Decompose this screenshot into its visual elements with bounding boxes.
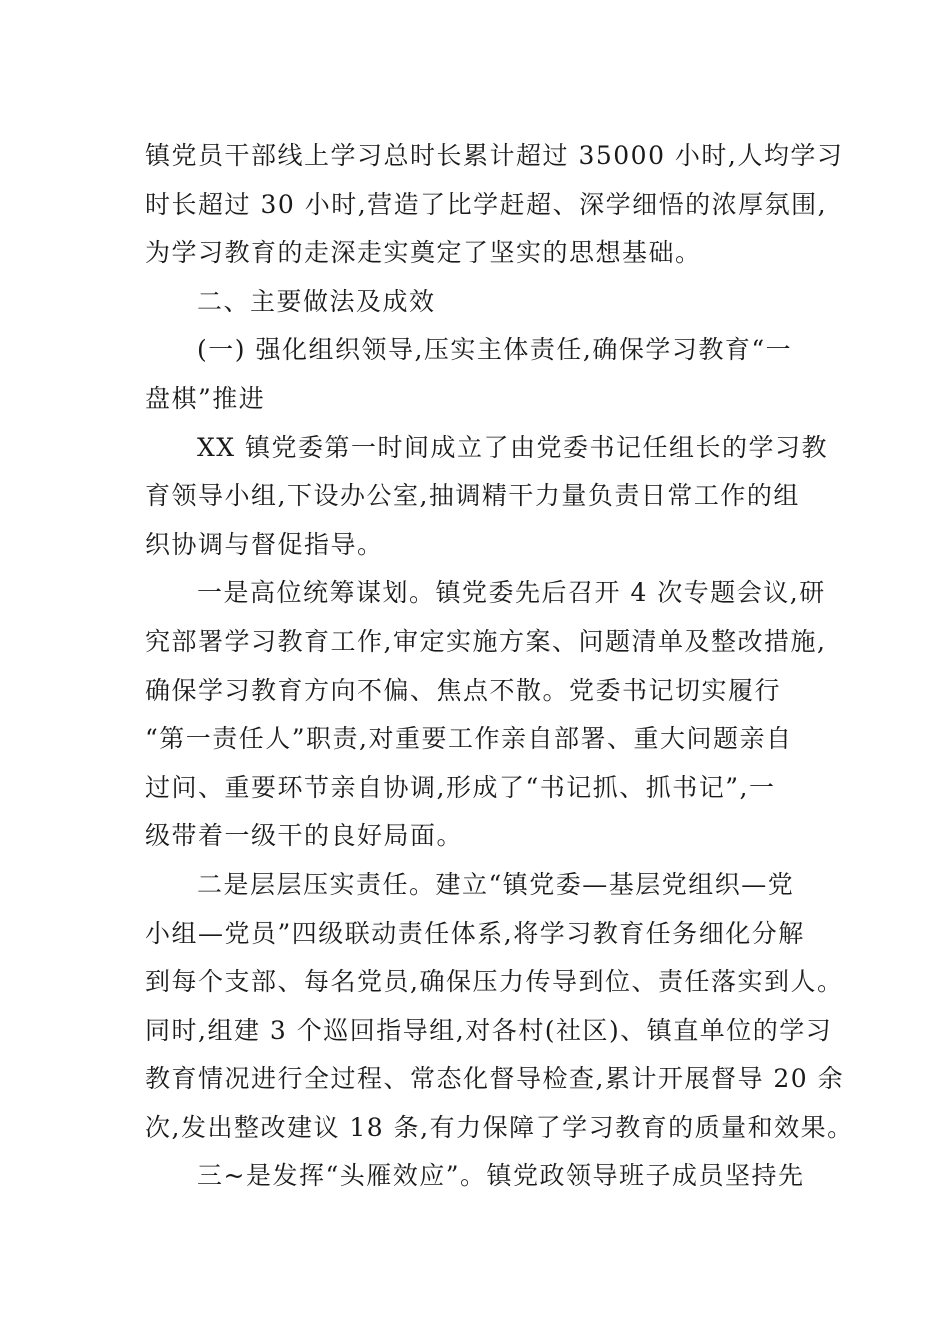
- text-line: 为学习教育的走深走实奠定了坚实的思想基础。: [145, 238, 702, 268]
- section-heading: 二、主要做法及成效: [197, 286, 436, 316]
- text-line: “第一责任人”职责,对重要工作亲自部署、重大问题亲自: [145, 724, 793, 754]
- text-line: 小组—党员”四级联动责任体系,将学习教育任务细化分解: [145, 918, 805, 948]
- paragraph-start: 三~是发挥“头雁效应”。镇党政领导班子成员坚持先: [197, 1161, 805, 1191]
- paragraph-start: 二是层层压实责任。建立“镇党委—基层党组织—党: [197, 869, 795, 899]
- text-line: 级带着一级干的良好局面。: [145, 821, 464, 851]
- text-line: 次,发出整改建议 18 条,有力保障了学习教育的质量和效果。: [145, 1112, 854, 1142]
- paragraph-start: 一是高位统筹谋划。镇党委先后召开 4 次专题会议,研: [197, 578, 826, 608]
- text-line: 镇党员干部线上学习总时长累计超过 35000 小时,人均学习: [145, 141, 844, 170]
- text-line: 时长超过 30 小时,营造了比学赶超、深学细悟的浓厚氛围,: [145, 189, 828, 219]
- text-line: 到每个支部、每名党员,确保压力传导到位、责任落实到人。: [145, 967, 844, 997]
- text-line: 同时,组建 3 个巡回指导组,对各村(社区)、镇直单位的学习: [145, 1015, 833, 1045]
- paragraph-start: XX 镇党委第一时间成立了由党委书记任组长的学习教: [197, 432, 829, 462]
- text-line: 确保学习教育方向不偏、焦点不散。党委书记切实履行: [145, 675, 782, 705]
- text-line: 育领导小组,下设办公室,抽调精干力量负责日常工作的组: [145, 481, 800, 511]
- text-line: 教育情况进行全过程、常态化督导检查,累计开展督导 20 余: [145, 1064, 845, 1094]
- text-line: 过问、重要环节亲自协调,形成了“书记抓、抓书记”,一: [145, 772, 776, 802]
- body-text: [145, 132, 854, 1201]
- subsection-heading-cont: 盘棋”推进: [145, 383, 266, 413]
- subsection-heading: (一) 强化组织领导,压实主体责任,确保学习教育“一: [197, 335, 793, 365]
- text-line: 织协调与督促指导。: [145, 529, 384, 559]
- text-line: 究部署学习教育工作,审定实施方案、问题清单及整改措施,: [145, 626, 827, 656]
